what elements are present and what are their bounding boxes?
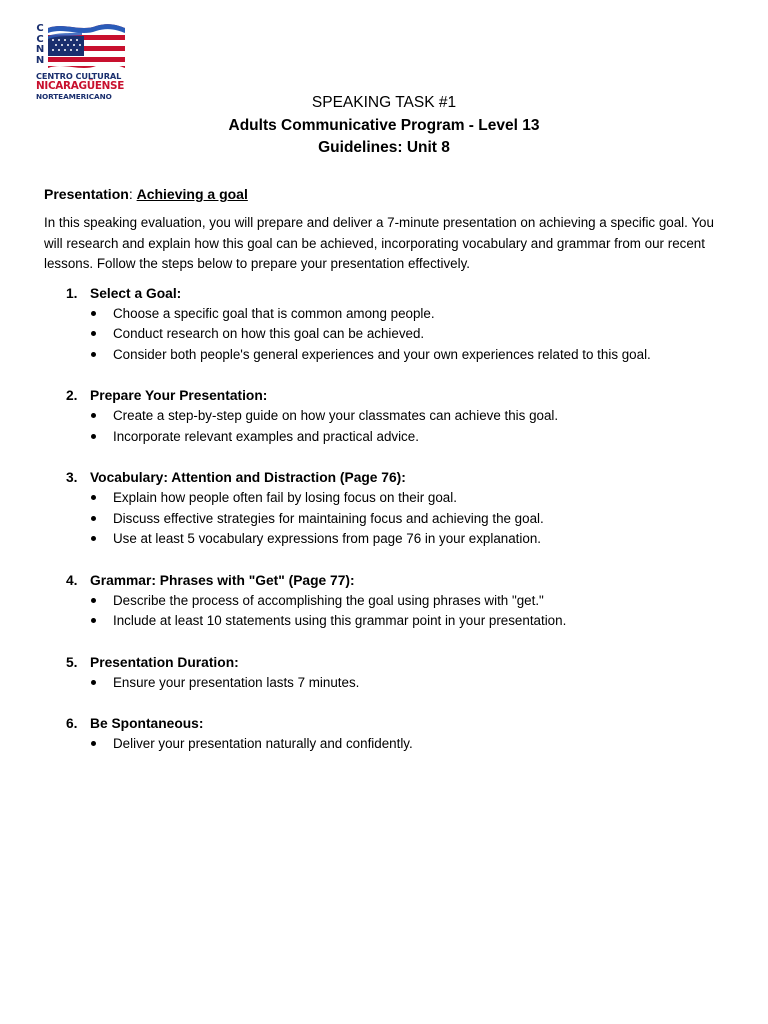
bullet-item [44,509,714,530]
step-heading [44,385,714,406]
step-item [44,385,714,447]
step-bullets [44,488,714,550]
bullet-icon [44,734,113,755]
step-bullets [44,673,714,694]
bullet-icon [44,304,113,325]
step-number: 6. [66,716,78,731]
step-item [44,467,714,550]
step-title: Prepare Your Presentation: [90,388,268,403]
logo-initials [35,24,45,66]
step-number: 2. [66,388,78,403]
logo-letter: N [35,54,45,66]
bullet-text: Discuss effective strategies for maintaining focus and achieving the goal. [113,510,544,526]
step-heading [44,570,714,591]
bullet-icon [44,591,113,612]
step-number: 1. [66,285,78,301]
presentation-topic: Achieving a goal [136,186,248,202]
step-title: Vocabulary: Attention and Distraction (Page 76): [90,470,406,485]
bullet-icon [44,529,113,550]
bullet-text: Choose a specific goal that is common among people. [113,305,435,321]
bullet-icon [44,345,113,366]
step-bullets [44,591,714,632]
document-body [44,184,714,775]
ccnn-logo [34,22,130,102]
step-item [44,652,714,694]
bullet-text: Describe the process of accomplishing the goal using phrases with "get." [113,592,544,608]
bullet-item [44,406,714,427]
bullet-icon [44,488,113,509]
step-title: Presentation Duration: [90,654,239,670]
steps-list [44,283,714,755]
intro-paragraph: In this speaking evaluation, you will prepare and deliver a 7-minute presentation on achieving a specific goal. You will research and explain how this goal can be achieved, incorporating vocabulary and grammar from our recent lessons. Follow the steps below to prepare your presentation effectively. [44,215,714,271]
logo-letter: N [35,44,45,55]
bullet-item [44,345,714,366]
step-item [44,713,714,755]
bullet-text: Deliver your presentation naturally and confidently. [113,736,413,751]
step-item [44,283,714,366]
step-number: 4. [66,572,78,588]
bullet-icon [44,427,113,448]
bullet-item [44,611,714,632]
task-title: SPEAKING TASK #1 [311,94,457,111]
step-number: 5. [66,654,78,670]
bullet-icon [44,611,113,632]
presentation-separator: : [128,186,137,202]
bullet-text: Conduct research on how this goal can be achieved. [113,326,425,341]
step-title: Grammar: Phrases with "Get" (Page 77): [90,572,355,588]
bullet-icon [44,406,113,427]
bullet-text: Incorporate relevant examples and practical advice. [113,428,419,444]
bullet-text: Consider both people's general experiences and your own experiences related to this goal. [113,346,651,362]
step-number: 3. [66,470,78,485]
step-heading [44,652,714,673]
bullet-item [44,591,714,612]
bullet-text: Ensure your presentation lasts 7 minutes. [113,674,360,690]
logo-line-1: CENTRO CULTURAL [36,71,122,81]
bullet-text: Use at least 5 vocabulary expressions from page 76 in your explanation. [113,531,541,546]
logo-letter: C [36,33,44,45]
bullet-icon [44,324,113,345]
step-bullets [44,406,714,447]
bullet-item [44,324,714,345]
bullet-text: Explain how people often fail by losing focus on their goal. [113,490,457,505]
logo-letter: C [36,23,44,34]
bullet-item [44,488,714,509]
bullet-item [44,304,714,325]
step-item [44,570,714,632]
bullet-text: Create a step-by-step guide on how your classmates can achieve this goal. [113,408,559,423]
step-title: Be Spontaneous: [90,716,204,731]
step-heading [44,713,714,734]
bullet-item [44,673,714,694]
step-heading [44,283,714,304]
presentation-label: Presentation [44,186,129,202]
program-title: Adults Communicative Program - Level 13 [228,116,540,134]
guidelines-title: Guidelines: Unit 8 [318,139,450,156]
logo-line-3: NORTEAMERICANO [36,91,112,101]
bullet-item [44,427,714,448]
presentation-line [44,184,714,204]
step-bullets [44,734,714,755]
bullet-item [44,734,714,755]
bullet-icon [44,509,113,530]
us-flag-icon [34,22,130,74]
step-bullets [44,304,714,366]
bullet-item [44,529,714,550]
step-title: Select a Goal: [90,285,182,301]
logo-line-2: NICARAGÜENSE [36,80,125,93]
bullet-icon [44,673,113,694]
bullet-text: Include at least 10 statements using this grammar point in your presentation. [113,613,567,628]
step-heading [44,467,714,488]
document-header [0,92,768,160]
